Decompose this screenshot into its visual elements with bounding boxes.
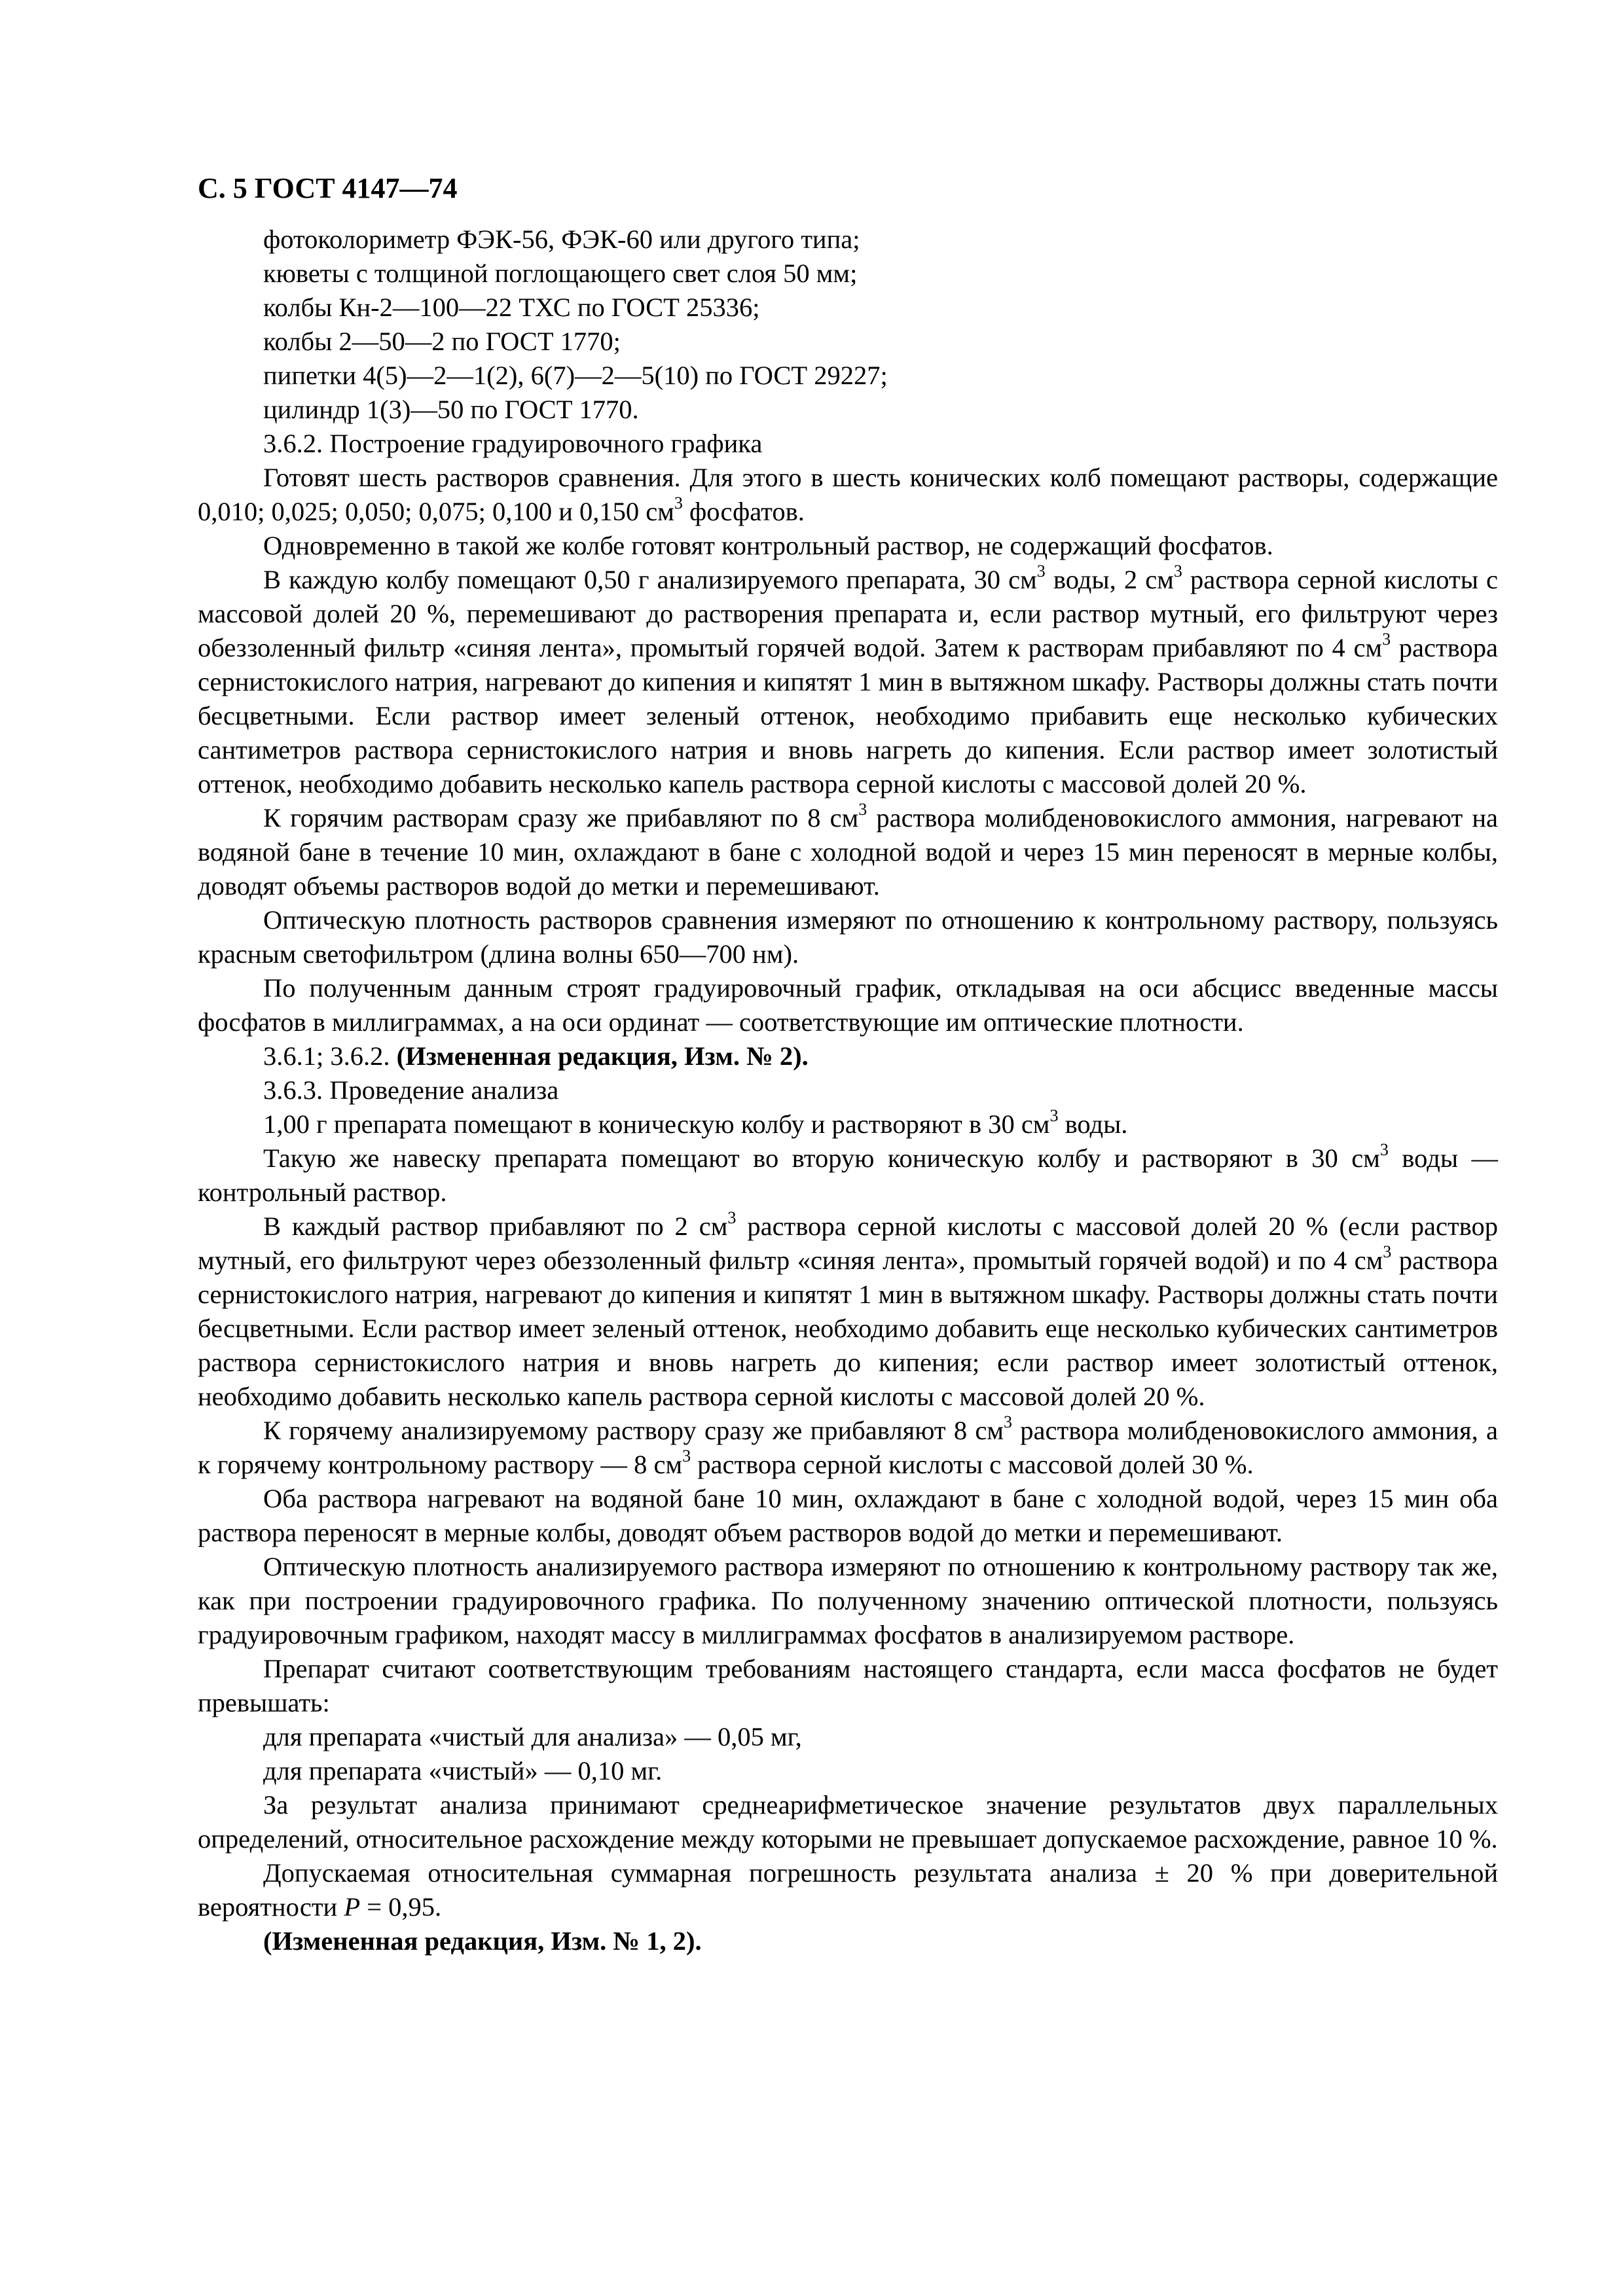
paragraph-error <box>198 1856 1498 1924</box>
paragraph-prepare-solutions <box>198 461 1498 529</box>
superscript: 3 <box>1049 1105 1059 1125</box>
paragraph-hot-solutions <box>198 801 1498 903</box>
section-heading-3-6-2: 3.6.2. Построение градуировочного графика <box>263 429 763 458</box>
text-run: фосфатов. <box>682 497 805 526</box>
paragraph-hot-analyzed <box>198 1414 1498 1482</box>
text-run: К горячим растворам сразу же прибавляют по 8 см <box>263 803 859 833</box>
text-run: раствора серной кислоты с массовой долей 20 % (если раствор мутный, его фильтруют через обеззоленный фильтр «синяя лента», промытый горячей водой) и по 4 см <box>198 1211 1498 1275</box>
text-run: раствора сернистокислого натрия, нагревают до кипения и кипятят 1 мин в вытяжном шкафу. Растворы должны стать почти бесцветными. Если раствор имеет зеленый оттенок, необходимо добавить еще несколько кубических сантиметров раствора сернистокислого натрия и вновь нагреть до кипения; если раствор имеет золотистый оттенок, необходимо добавить несколько капель раствора серной кислоты с массовой долей 20 %. <box>198 1246 1498 1411</box>
text-run: В каждый раствор прибавляют по 2 см <box>263 1211 728 1241</box>
limit-item: для препарата «чистый для анализа» — 0,05 мг, <box>263 1722 802 1751</box>
section-heading-3-6-3: 3.6.3. Проведение анализа <box>263 1075 559 1105</box>
paragraph-control-solution: Одновременно в такой же колбе готовят контрольный раствор, не содержащий фосфатов. <box>263 531 1273 560</box>
superscript: 3 <box>1036 561 1046 581</box>
list-item: кюветы с толщиной поглощающего свет слоя 50 мм; <box>263 259 858 288</box>
text-run: раствора молибденовокислого аммония, нагревают на водяной бане в течение 10 мин, охлаждают в бане с холодной водой и через 15 мин переносят в мерные колбы, доводят объемы растворов водой до метки и перемешивают. <box>198 803 1498 901</box>
text-run: раствора сернистокислого натрия, нагревают до кипения и кипятят 1 мин в вытяжном шкафу. Растворы должны стать почти бесцветными. Если раствор имеет зеленый оттенок, необходимо прибавить еще несколько кубических сантиметров раствора сернистокислого натрия и вновь нагреть до кипения. Если раствор имеет золотистый оттенок, необходимо добавить несколько капель раствора серной кислоты с массовой долей 20 %. <box>198 633 1498 798</box>
limit-item: для препарата «чистый» — 0,10 мг. <box>263 1756 663 1785</box>
paragraph-result: За результат анализа принимают среднеарифметическое значение результатов двух параллельных определений, относительное расхождение между которыми не превышает допускаемое расхождение, равное 10 %. <box>198 1790 1498 1854</box>
revision-note-1 <box>198 1039 1498 1073</box>
paragraph-graph: По полученным данным строят градуировочный график, откладывая на оси абсцисс введенные массы фосфатов в миллиграммах, а на оси ординат — соответствующие им оптические плотности. <box>198 973 1498 1037</box>
text-run: Допускаемая относительная суммарная погрешность результата анализа ± 20 % при доверительной вероятности <box>198 1858 1498 1922</box>
text-run: воды — контрольный раствор. <box>198 1143 1499 1207</box>
probability-variable: P <box>344 1892 361 1922</box>
revision-label: (Измененная редакция, Изм. № 2). <box>396 1041 809 1071</box>
paragraph-both-solutions: Оба раствора нагревают на водяной бане 10 мин, охлаждают в бане с холодной водой, через 15 мин оба раствора переносят в мерные колбы, доводят объем растворов водой до метки и перемешивают. <box>198 1484 1498 1547</box>
text-run: В каждую колбу помещают 0,50 г анализируемого препарата, 30 см <box>263 565 1037 594</box>
superscript: 3 <box>727 1208 737 1227</box>
list-item: цилиндр 1(3)—50 по ГОСТ 1770. <box>263 395 639 424</box>
paragraph-sample <box>198 1107 1498 1141</box>
text-run: воды. <box>1058 1109 1128 1139</box>
list-item: колбы 2—50—2 по ГОСТ 1770; <box>263 327 621 356</box>
superscript: 3 <box>1383 1242 1392 1261</box>
superscript: 3 <box>1382 629 1391 649</box>
document-body <box>198 223 1498 1958</box>
page-header: С. 5 ГОСТ 4147—74 <box>198 172 458 204</box>
paragraph-add-reagents <box>198 1210 1498 1414</box>
paragraph-optical-density: Оптическую плотность растворов сравнения измеряют по отношению к контрольному раствору, пользуясь красным светофильтром (длина волны 650—700 нм). <box>198 905 1498 969</box>
text-run: воды, 2 см <box>1045 565 1174 594</box>
paragraph-measure: Оптическую плотность анализируемого раствора измеряют по отношению к контрольному раствору так же, как при построении градуировочного графика. По полученному значению оптической плотности, пользуясь градуировочным графиком, находят массу в миллиграммах фосфатов в анализируемом растворе. <box>198 1552 1498 1649</box>
text-run: Готовят шесть растворов сравнения. Для этого в шесть конических колб помещают растворы, содержащие 0,010; 0,025; 0,050; 0,075; 0,100 и 0,150 см <box>198 463 1498 526</box>
text-run: 1,00 г препарата помещают в коническую колбу и растворяют в 30 см <box>263 1109 1050 1139</box>
list-item: фотоколориметр ФЭК-56, ФЭК-60 или другого типа; <box>263 224 860 254</box>
text-run: раствора серной кислоты с массовой долей 20 %, перемешивают до растворения препарата и, если раствор мутный, его фильтруют через обеззоленный фильтр «синяя лента», промытый горячей водой. Затем к растворам прибавляют по 4 см <box>198 565 1499 662</box>
paragraph-conformity: Препарат считают соответствующим требованиям настоящего стандарта, если масса фосфатов не будет превышать: <box>198 1654 1498 1717</box>
paragraph-same-sample <box>198 1141 1498 1210</box>
text-run: раствора молибденовокислого аммония, а к горячему контрольному раствору — 8 см <box>198 1416 1498 1479</box>
revision-label: (Измененная редакция, Изм. № 1, 2). <box>263 1926 702 1956</box>
superscript: 3 <box>1173 561 1182 581</box>
revision-note-2 <box>198 1924 1498 1958</box>
equipment-list <box>198 223 1498 427</box>
superscript: 3 <box>1004 1412 1013 1431</box>
paragraph-each-flask <box>198 563 1498 801</box>
text-run: раствора серной кислоты с массовой долей 30 %. <box>691 1450 1254 1479</box>
list-item: колбы Кн-2—100—22 ТХС по ГОСТ 25336; <box>263 293 760 322</box>
superscript: 3 <box>674 493 683 512</box>
list-item: пипетки 4(5)—2—1(2), 6(7)—2—5(10) по ГОСТ 29227; <box>263 361 888 390</box>
text-run: К горячему анализируемому раствору сразу же прибавляют 8 см <box>263 1416 1004 1445</box>
superscript: 3 <box>682 1446 691 1465</box>
text-run: Такую же навеску препарата помещают во вторую коническую колбу и растворяют в 30 см <box>263 1143 1380 1173</box>
superscript: 3 <box>858 799 867 819</box>
text-run: = 0,95. <box>360 1892 442 1922</box>
superscript: 3 <box>1379 1139 1389 1159</box>
text-run: 3.6.1; 3.6.2. <box>263 1041 397 1071</box>
